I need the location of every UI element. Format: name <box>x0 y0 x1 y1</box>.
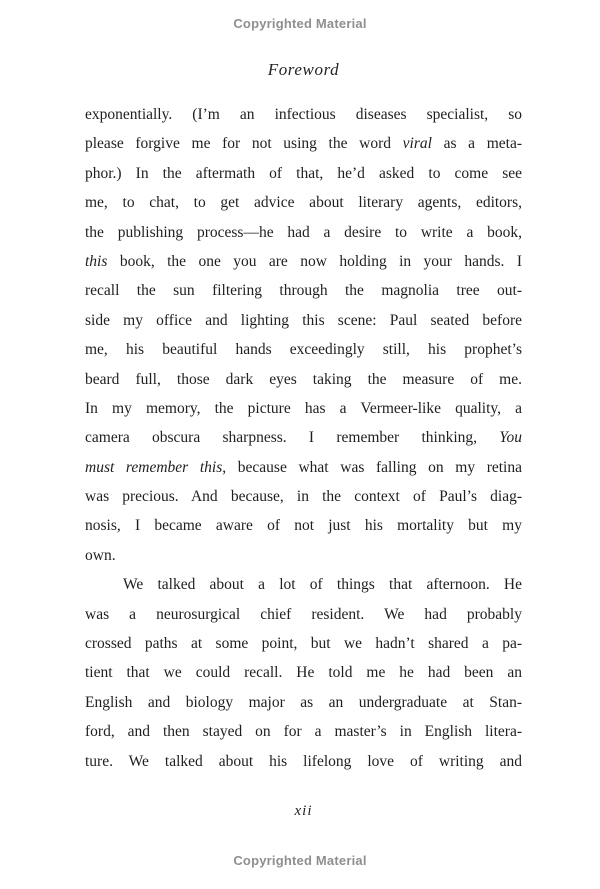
body-line: We talked about a lot of things that afternoon. He <box>123 576 522 594</box>
body-line: phor.) In the aftermath of that, he’d asked to come see <box>85 164 522 182</box>
copyright-notice-top: Copyrighted Material <box>233 16 367 31</box>
body-text <box>85 100 522 776</box>
body-line: exponentially. (I’m an infectious diseases specialist, so <box>85 106 522 123</box>
body-line: In my memory, the picture has a Vermeer-like quality, a <box>85 399 522 417</box>
body-line: ture. We talked about his lifelong love of writing and <box>85 752 522 770</box>
body-line: recall the sun filtering through the magnolia tree out- <box>85 282 522 300</box>
body-line: beard full, those dark eyes taking the measure of me. <box>85 370 522 388</box>
copyright-notice-bottom: Copyrighted Material <box>233 853 367 868</box>
body-line: ford, and then stayed on for a master’s in English litera- <box>85 723 522 741</box>
body-line: camera obscura sharpness. I remember thinking, You <box>85 429 522 447</box>
body-line: please forgive me for not using the word viral as a meta- <box>85 135 523 153</box>
body-line: this book, the one you are now holding in your hands. I <box>85 252 522 270</box>
body-line: the publishing process—he had a desire to write a book, <box>85 223 522 241</box>
body-line: was precious. And because, in the context of Paul’s diag- <box>85 488 522 506</box>
body-line: nosis, I became aware of not just his mortality but my <box>85 517 522 535</box>
body-line: side my office and lighting this scene: Paul seated before <box>85 311 522 329</box>
body-line: crossed paths at some point, but we hadn’t shared a pa- <box>85 635 522 653</box>
body-line: was a neurosurgical chief resident. We had probably <box>85 605 522 623</box>
foreword-heading: Foreword <box>267 60 340 79</box>
body-line: English and biology major as an undergraduate at Stan- <box>85 693 522 711</box>
body-line: me, his beautiful hands exceedingly still, his prophet’s <box>85 341 522 359</box>
body-line: me, to chat, to get advice about literary agents, editors, <box>85 194 522 212</box>
body-line: tient that we could recall. He told me he had been an <box>85 664 522 682</box>
body-line: must remember this, because what was falling on my retina <box>85 458 522 476</box>
page-number: xii <box>294 803 313 819</box>
body-line: own. <box>85 546 116 564</box>
